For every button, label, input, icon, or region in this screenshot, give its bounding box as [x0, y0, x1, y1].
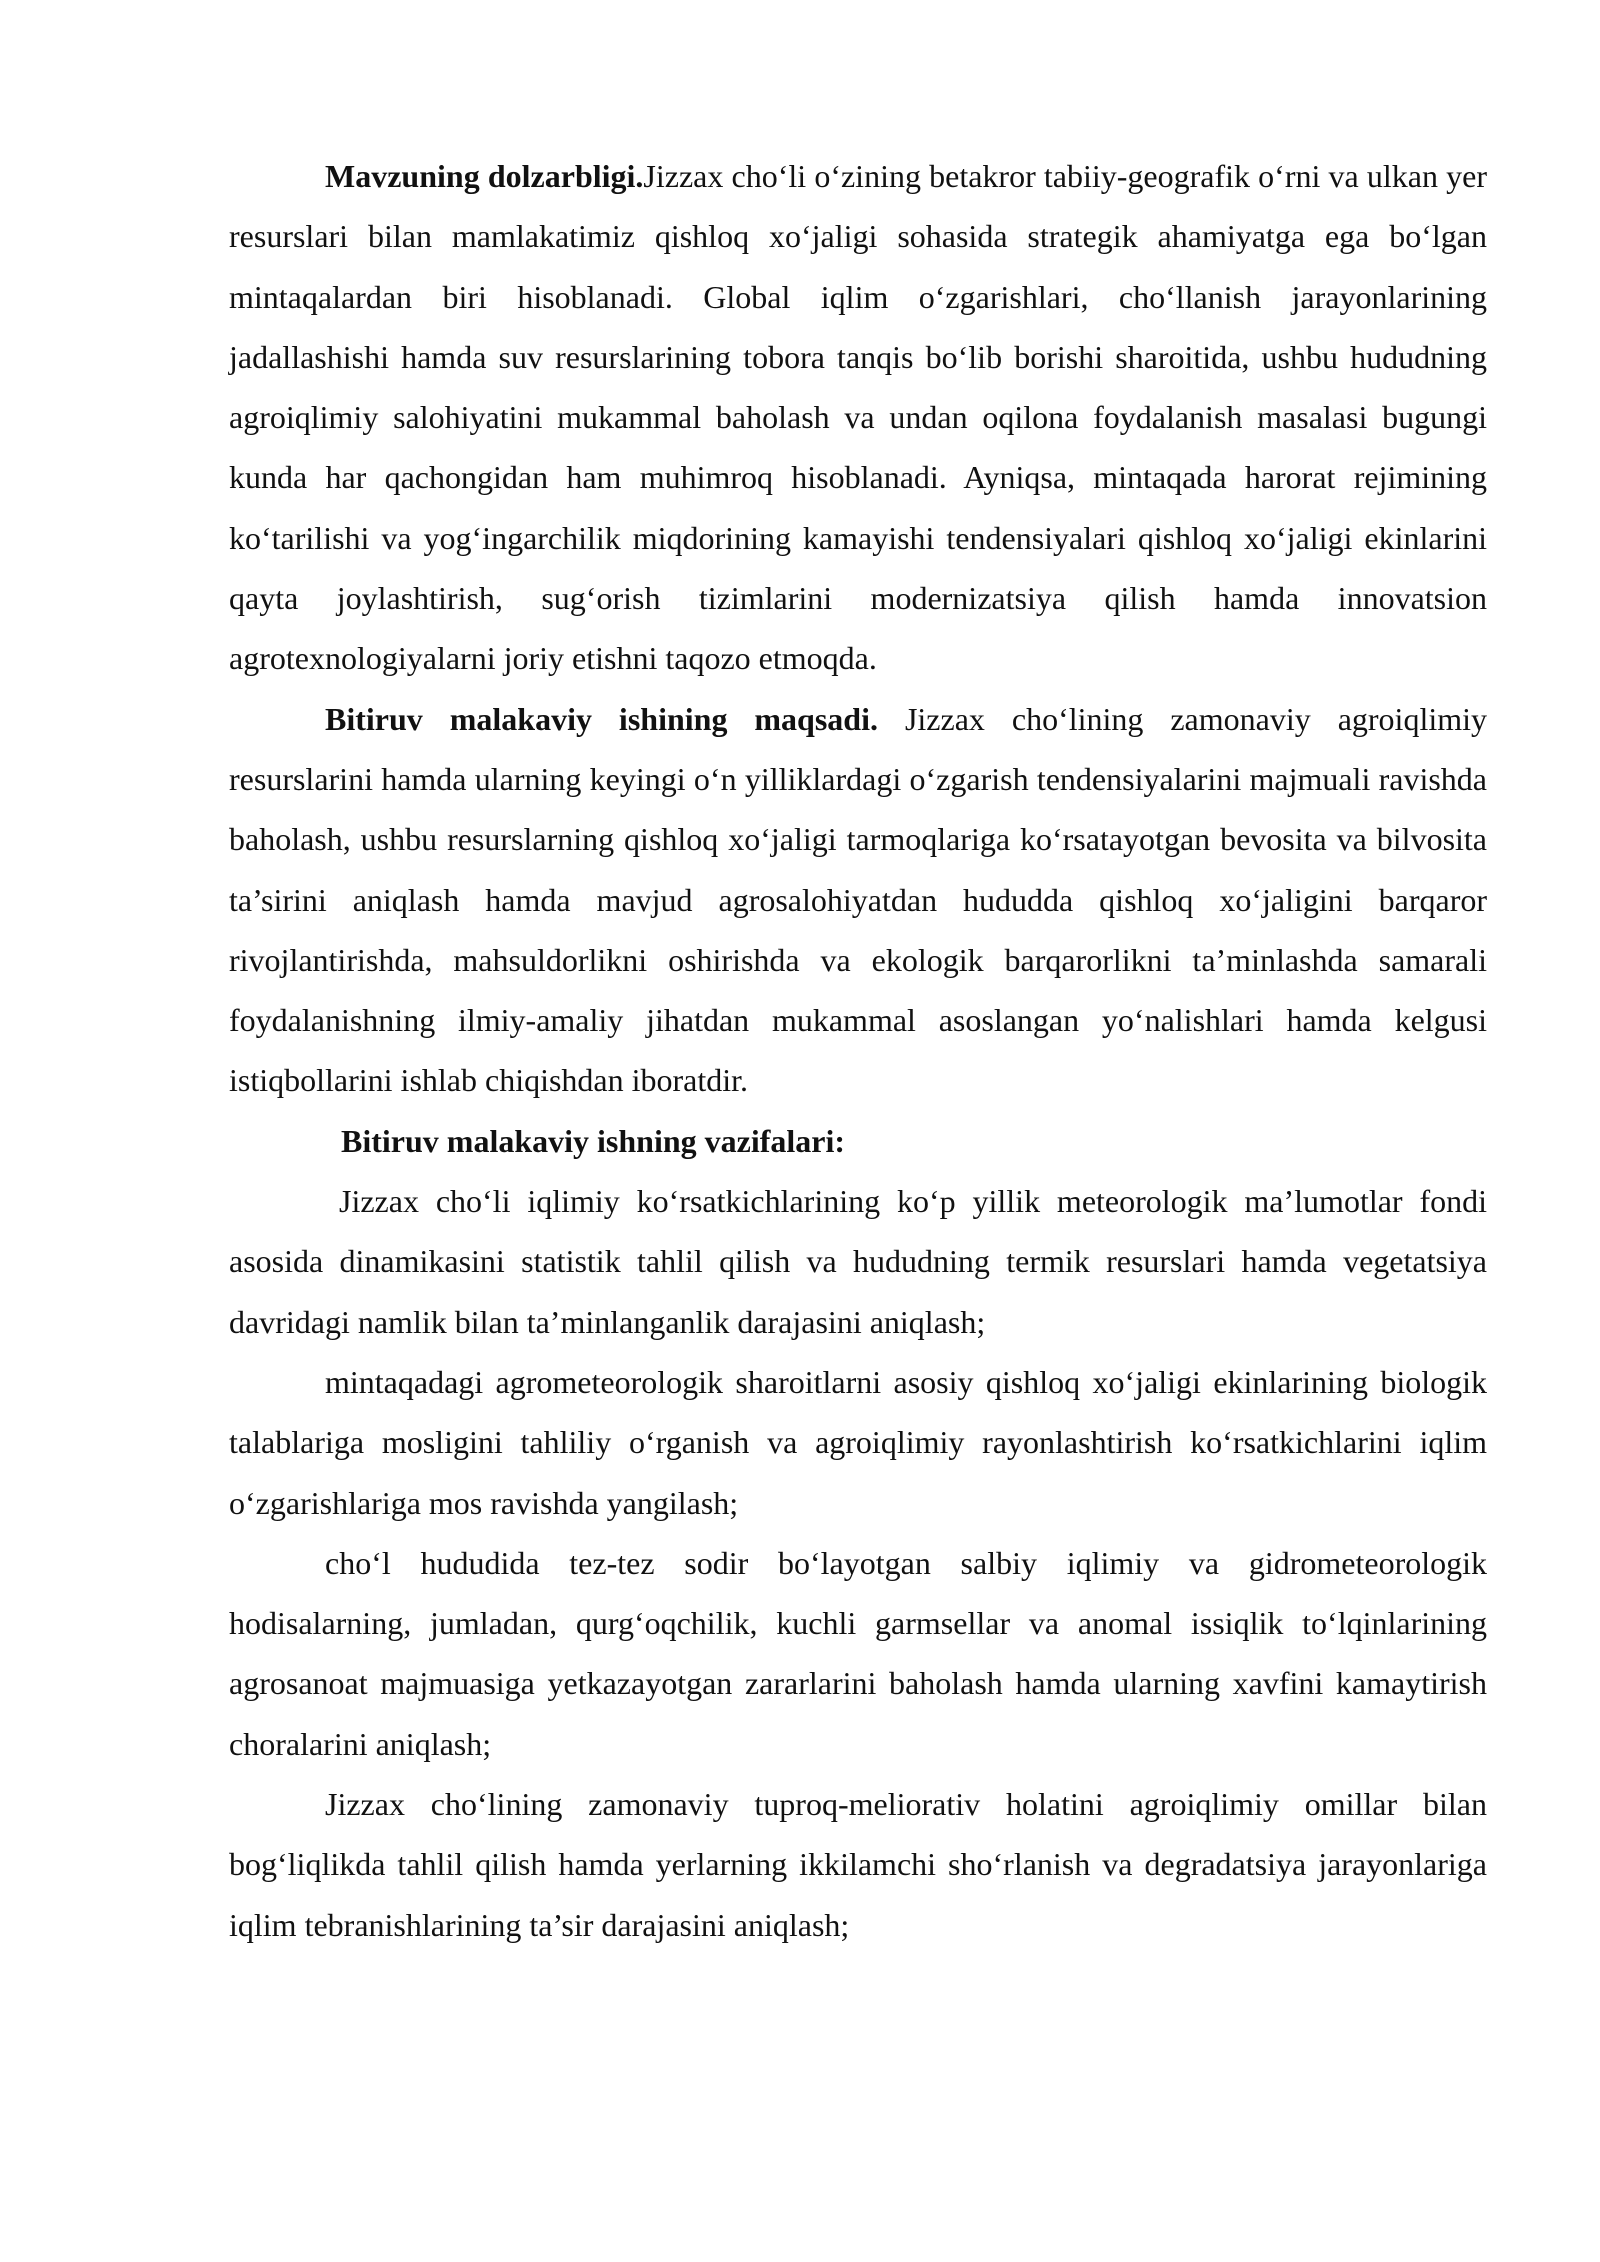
document-body [229, 146, 1487, 1955]
relevance-label: Mavzuning dolzarbligi. [325, 158, 644, 194]
goal-text: Jizzax cho‘lining zamonaviy agroiqlimiy resurslarini hamda ularning keyingi o‘n yilliklardagi o‘zgarish tendensiyalarini majmuali ravishda baholash, ushbu resurslarning qishloq xo‘jaligi tarmoqlariga ko‘rsatayotgan bevosita va bilvosita ta’sirini aniqlash hamda mavjud agrosalohiyatdan hududda qishloq xo‘jaligini barqaror rivojlantirishda, mahsuldorlikni oshirishda va ekologik barqarorlikni ta’minlashda samarali foydalanishning ilmiy-amaliy jihatdan mukammal asoslangan yo‘nalishlari hamda kelgusi istiqbollarini ishlab chiqishdan iboratdir. [229, 700, 1488, 1099]
tasks-heading: Bitiruv malakaviy ishning vazifalari: [341, 1122, 846, 1159]
relevance-paragraph [229, 146, 1487, 689]
task-item-1: Jizzax cho‘li iqlimiy ko‘rsatkichlarining ko‘p yillik meteorologik ma’lumotlar fondi asosida dinamikasini statistik tahlil qilish va hududning termik resurslari hamda vegetatsiya davridagi namlik bilan ta’minlanganlik darajasini aniqlash; [229, 1183, 1487, 1340]
relevance-text: Jizzax cho‘li o‘zining betakror tabiiy-geografik o‘rni va ulkan yer resurslari bilan mamlakatimiz qishloq xo‘jaligi sohasida strategik ahamiyatga ega bo‘lgan mintaqalardan biri hisoblanadi. Global iqlim o‘zgarishlari, cho‘llanish jarayonlarining jadallashishi hamda suv resurslarining tobora tanqis bo‘lib borishi sharoitida, ushbu hududning agroiqlimiy salohiyatini mukammal baholash va undan oqilona foydalanish masalasi bugungi kunda har qachongidan ham muhimroq hisoblanadi. Ayniqsa, mintaqada harorat rejimining ko‘tarilishi va yog‘ingarchilik miqdorining kamayishi tendensiyalari qishloq xo‘jaligi ekinlarini qayta joylashtirish, sug‘orish tizimlarini modernizatsiya qilish hamda innovatsion agrotexnologiyalarni joriy etishni taqozo etmoqda. [229, 158, 1487, 677]
task-item-4: Jizzax cho‘lining zamonaviy tuproq-meliorativ holatini agroiqlimiy omillar bilan bog‘liqlikda tahlil qilish hamda yerlarning ikkilamchi sho‘rlanish va degradatsiya jarayonlariga iqlim tebranishlarining ta’sir darajasini aniqlash; [229, 1786, 1487, 1943]
task-item-2: mintaqadagi agrometeorologik sharoitlarni asosiy qishloq xo‘jaligi ekinlarining biologik talablariga mosligini tahliliy o‘rganish va agroiqlimiy rayonlashtirish ko‘rsatkichlarini iqlim o‘zgarishlariga mos ravishda yangilash; [229, 1363, 1487, 1521]
task-item-3: cho‘l hududida tez-tez sodir bo‘layotgan salbiy iqlimiy va gidrometeorologik hodisalarning, jumladan, qurg‘oqchilik, kuchli garmsellar va anomal issiqlik to‘lqinlarining agrosanoat majmuasiga yetkazayotgan zararlarini baholash hamda ularning xavfini kamaytirish choralarini aniqlash; [229, 1544, 1487, 1762]
goal-paragraph [229, 689, 1487, 1111]
goal-label: Bitiruv malakaviy ishining maqsadi. [325, 700, 878, 737]
